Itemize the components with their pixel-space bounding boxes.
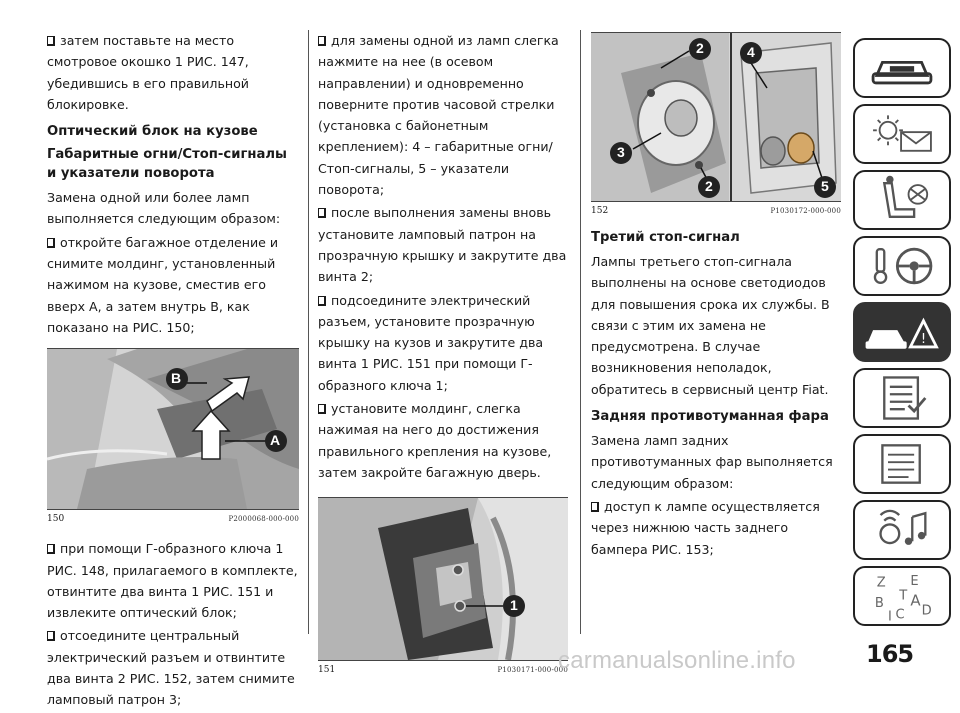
callout-5: 5 [821,178,829,194]
bullet-icon [318,296,326,306]
tab-multimedia[interactable] [853,500,951,560]
taillight-screw-illustration [318,498,568,660]
paragraph-install-molding: установите молдинг, слегка нажимая на него до достижения правильного крепления на кузове, затем закройте багажную дверь. [318,401,552,480]
paragraph-replacement-intro: Замена одной или более ламп выполняется следующим образом: [47,190,281,227]
tab-emergency[interactable] [853,302,951,362]
tab-warning-lights[interactable] [853,104,951,164]
bullet-icon [47,544,55,554]
paragraph-led-info: Лампы третьего стоп-сигнала выполнены на основе светодиодов для повышения срока их службы. В связи с этим их замена не предусмотрена. В случае возникновения неполадок, обратитесь в сервисный центр Fiat. [591,254,830,397]
bullet-icon [47,238,55,248]
callout-a: A [270,432,281,449]
callout-4: 4 [747,44,755,60]
figure-150-caption [47,509,299,524]
tab-dashboard[interactable] [853,38,951,98]
figure-number: 151 [318,665,336,676]
figure-150-image [47,349,299,509]
figure-number: 152 [591,206,609,216]
tab-index[interactable] [853,566,951,626]
paragraph-fog-replacement-intro: Замена ламп задних противотуманных фар выполняется следующим образом: [591,433,833,491]
callout-b: B [171,370,182,387]
tab-safety[interactable] [853,170,951,230]
bullet-icon [318,208,326,218]
lamp-holder-illustration [591,33,841,201]
index-letter-d: D [921,603,932,619]
tab-maintenance[interactable] [853,368,951,428]
column-right [591,30,841,562]
seat-airbag-icon [855,172,949,228]
callout-2-bottom: 2 [705,178,713,194]
watermark: carmanualsonline.info [558,647,796,674]
heading-third-brake-light: Третий стоп-сигнал [591,230,740,245]
figure-152-image [591,33,841,201]
figure-code: P1030171-000-000 [497,666,568,675]
index-letter-i: I [888,609,892,624]
heading-rear-fog-light: Задняя противотуманная фара [591,409,829,425]
index-letter-a: A [910,591,921,610]
car-dashboard-icon [855,40,949,96]
column-left [47,30,299,713]
paragraph-unscrew-screws: при помощи Г-образного ключа 1 РИС. 148, прилагаемого в комплекте, отвинтите два винта 1 РИС. 151 и извлеките оптический блок; [47,541,298,621]
column-divider [308,30,309,634]
callout-3: 3 [617,144,625,160]
svg-text:!: ! [920,332,927,348]
bullet-icon [47,36,55,46]
figure-151-caption [318,660,568,675]
column-divider [580,30,581,634]
figure-152-caption [591,201,841,216]
heading-tail-lights-indicators: Габаритные огни/Стоп-сигналы и указатели поворота [47,147,287,182]
bullet-icon [591,502,599,512]
tab-technical-data[interactable] [853,434,951,494]
paragraph-window-reinstall: затем поставьте на место смотровое окошко 1 РИС. 147, убедившись в его правильной блокировке. [47,33,249,112]
warning-lights-mail-icon [855,106,949,162]
figure-number: 150 [47,514,65,525]
paragraph-open-trunk: откройте багажное отделение и снимите молдинг, установленный нажимом на кузове, сместив его вверх А, а затем внутрь B, как показано на РИС. 150; [47,234,279,335]
bullet-icon [318,36,326,46]
index-letter-z: Z [876,575,886,591]
page-number: 165 [866,640,914,668]
technical-data-icon [855,436,949,492]
paragraph-connect-connector: подсоедините электрический разъем, установите прозрачную крышку на кузов и закрутите два винта 1 РИС. 151 при помощи Г-образного ключа 1; [318,292,544,393]
car-breakdown-warning-icon [855,304,949,360]
multimedia-music-icon [855,502,949,558]
index-letter-t: T [899,588,908,604]
index-letter-e: E [910,573,919,589]
bullet-icon [47,631,55,641]
index-letter-c: C [895,607,905,623]
column-middle [318,30,568,675]
figure-151-image [318,498,568,660]
maintenance-checklist-icon [855,370,949,426]
bullet-icon [318,404,326,414]
paragraph-fog-access: доступ к лампе осуществляется через нижнюю часть заднего бампера РИС. 153; [591,498,820,557]
callout-2-top: 2 [696,40,704,56]
figure-code: P2000068-000-000 [228,515,299,524]
heading-optical-block-body: Оптический блок на кузове [47,124,258,140]
index-letter-b: B [874,596,884,612]
paragraph-reinstall-holder: после выполнения замены вновь установите ламповый патрон на прозрачную крышку и закрутите два винта 2; [318,205,567,285]
key-steering-wheel-icon [855,238,949,294]
paragraph-replace-lamp: для замены одной из ламп слегка нажмите на нее (в осевом направлении) и одновременно поверните против часовой стрелки (установка с байонетным креплением): 4 – габаритные огни/Стоп-сигналы, 5 – указатели поворота; [318,33,559,198]
figure-code: P1030172-000-000 [770,207,841,215]
figure-151 [318,497,568,675]
figure-150 [47,348,299,524]
callout-1: 1 [510,597,518,614]
paragraph-disconnect-connector: отсоедините центральный электрический разъем и отвинтите два винта 2 РИС. 152, затем снимите ламповый патрон 3; [47,628,295,708]
index-alphabet-icon [855,568,949,624]
tab-starting-driving[interactable] [853,236,951,296]
figure-152 [591,32,841,216]
